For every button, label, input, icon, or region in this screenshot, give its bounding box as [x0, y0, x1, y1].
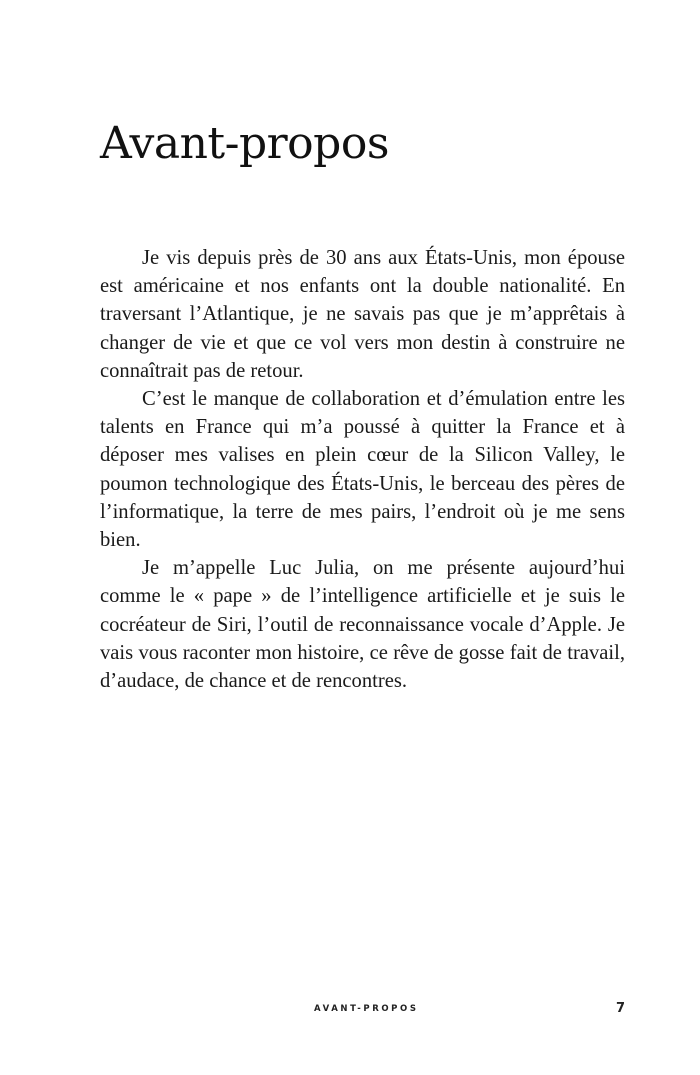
running-head: AVANT-PROPOS [314, 1004, 419, 1014]
paragraph: Je vis depuis près de 30 ans aux États-Unis, mon épouse est américaine et nos enfants ont la double nationalité. En traversant l’Atlantique, je ne savais pas que je m’apprêtais à changer de vie et que ce vol vers mon destin à construire ne connaîtrait pas de retour. [100, 247, 625, 382]
paragraph: Je m’appelle Luc Julia, on me présente aujourd’hui comme le « pape » de l’intelligence artificielle et je suis le cocréateur de Siri, l’outil de reconnaissance vocale d’Apple. Je vais vous raconter mon histoire, ce rêve de gosse fait de travail, d’audace, de chance et de rencontres. [100, 557, 625, 693]
paragraph: C’est le manque de collaboration et d’émulation entre les talents en France qui m’a poussé à quitter la France et à déposer mes valises en plein cœur de la Silicon Valley, le poumon technologique des États-Unis, le berceau des pères de l’informatique, la terre de mes pairs, l’endroit où je me sens bien. [100, 388, 625, 552]
page-footer [0, 1002, 700, 1022]
page-number: 7 [616, 1001, 626, 1016]
chapter-body [100, 244, 625, 695]
chapter-title: Avant-propos [100, 118, 389, 169]
